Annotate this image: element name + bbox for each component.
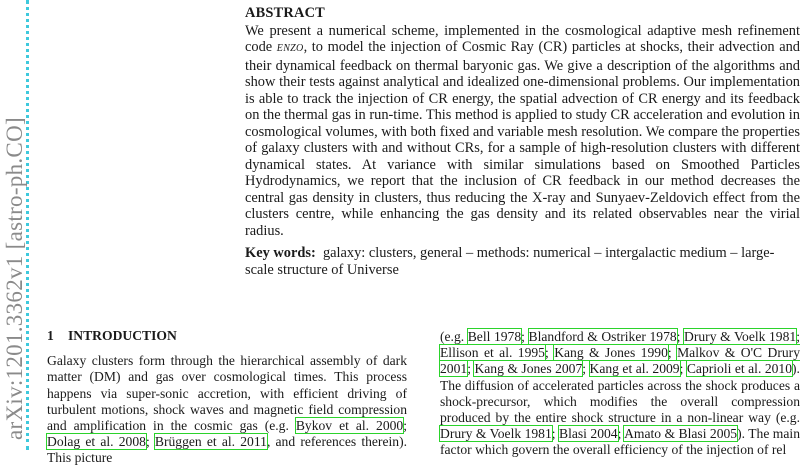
intro-text: Galaxy clusters form through the hierarchical assembly of dark matter (DM) and gas over cosmological times. This process happens via super-sonic accretion, with efficient driving of turbulent motions, shock waves and magnetic field compression and amplification in the cosmic gas (e.g.: [47, 353, 407, 434]
abstract-heading: ABSTRACT: [245, 5, 325, 21]
section-title: INTRODUCTION: [68, 328, 177, 343]
abstract-block: [245, 5, 800, 278]
citation-link[interactable]: Kang et al. 2009: [589, 361, 680, 377]
citation-link[interactable]: Malkov & O'C Drury 2001: [440, 345, 800, 377]
citation-link[interactable]: Brüggen et al. 2011: [154, 434, 267, 450]
citation-link[interactable]: Kang & Jones 2007: [474, 361, 583, 377]
keywords-text: galaxy: clusters, general – methods: numerical – intergalactic medium – large-scale structure of Universe: [245, 245, 775, 278]
citation-link[interactable]: Bell 1978: [467, 329, 522, 344]
keywords: [245, 245, 800, 278]
body-text: ). The diffusion of accelerated particles across the shock produces a shock-precursor, which modifies the overall compression produced by the entire shock structure in a non-linear way (e.g.: [440, 361, 800, 426]
citation-separator: ;: [582, 361, 590, 377]
citation-link[interactable]: Drury & Voelk 1981: [684, 329, 797, 344]
abstract-text: [245, 23, 800, 240]
citation-separator: ;: [551, 426, 560, 442]
citation-separator: ;: [544, 345, 555, 361]
section-heading: [47, 328, 407, 344]
section-number: 1: [47, 328, 54, 343]
citation-separator: ;: [467, 361, 475, 377]
citation-separator: ;: [676, 329, 685, 344]
citation-separator: ;: [679, 361, 687, 377]
citation-link[interactable]: Drury & Voelk 1981: [440, 426, 552, 442]
citation-separator: ;: [667, 345, 678, 361]
citation-link[interactable]: Dolag et al. 2008: [47, 434, 146, 450]
citation-link[interactable]: Ellison et al. 1995: [440, 345, 545, 361]
citation-link[interactable]: Caprioli et al. 2010: [686, 361, 793, 377]
citation-link[interactable]: Kang & Jones 1990: [554, 345, 668, 361]
citation-separator: ;: [403, 418, 407, 434]
code-name: ENZO: [276, 43, 304, 54]
citation-link[interactable]: Amato & Blasi 2005: [624, 426, 738, 442]
abstract-text-start: We present a numerical scheme, implemented in the cosmological adaptive mesh refinement code: [245, 22, 800, 55]
arxiv-identifier: arXiv:1201.3362v1 [astro-ph.CO]: [2, 117, 27, 440]
citation-link[interactable]: Blasi 2004: [559, 426, 618, 442]
citation-link[interactable]: Blandford & Ostriker 1978: [528, 329, 677, 344]
introduction-column: [47, 328, 407, 467]
citation-separator: ;: [617, 426, 625, 442]
right-column: [440, 329, 800, 459]
citation-separator: ;: [145, 434, 155, 450]
arxiv-watermark: [0, 0, 32, 450]
abstract-text-rest: , to model the injection of Cosmic Ray (CR) particles at shocks, their advection and their dynamical feedback on thermal baryonic gas. We give a description of the algorithms and show their tests against analytical and idealized one-dimensional problems. Our implementation is able to track the injection of CR energy, the spatial advection of CR energy and its feedback on the thermal gas in run-time. This method is applied to study CR acceleration and evolution in cosmological volumes, with both fixed and variable mesh resolution. We compare the properties of galaxy clusters with and without CRs, for a sample of high-resolution clusters with different dynamical states. At variance with similar simulations based on Smoothed Particles Hydrodynamics, we report that the inclusion of CR feedback in our method decreases the central gas density in clusters, thus reducing the X-ray and Sunyaev-Zeldovich effect from the clusters centre, while enhancing the gas density and its related observables near the virial radius.: [245, 39, 800, 239]
citation-link[interactable]: Bykov et al. 2000: [295, 418, 404, 434]
intro-text: , and references therein). This picture: [47, 434, 407, 466]
body-text: (e.g.: [440, 329, 468, 344]
keywords-label: Key words:: [245, 245, 316, 261]
citation-separator: ;: [521, 329, 529, 344]
body-text: ). The main factor which govern the overall efficiency of the injection of rel: [440, 426, 800, 458]
citation-separator: ;: [796, 329, 800, 344]
